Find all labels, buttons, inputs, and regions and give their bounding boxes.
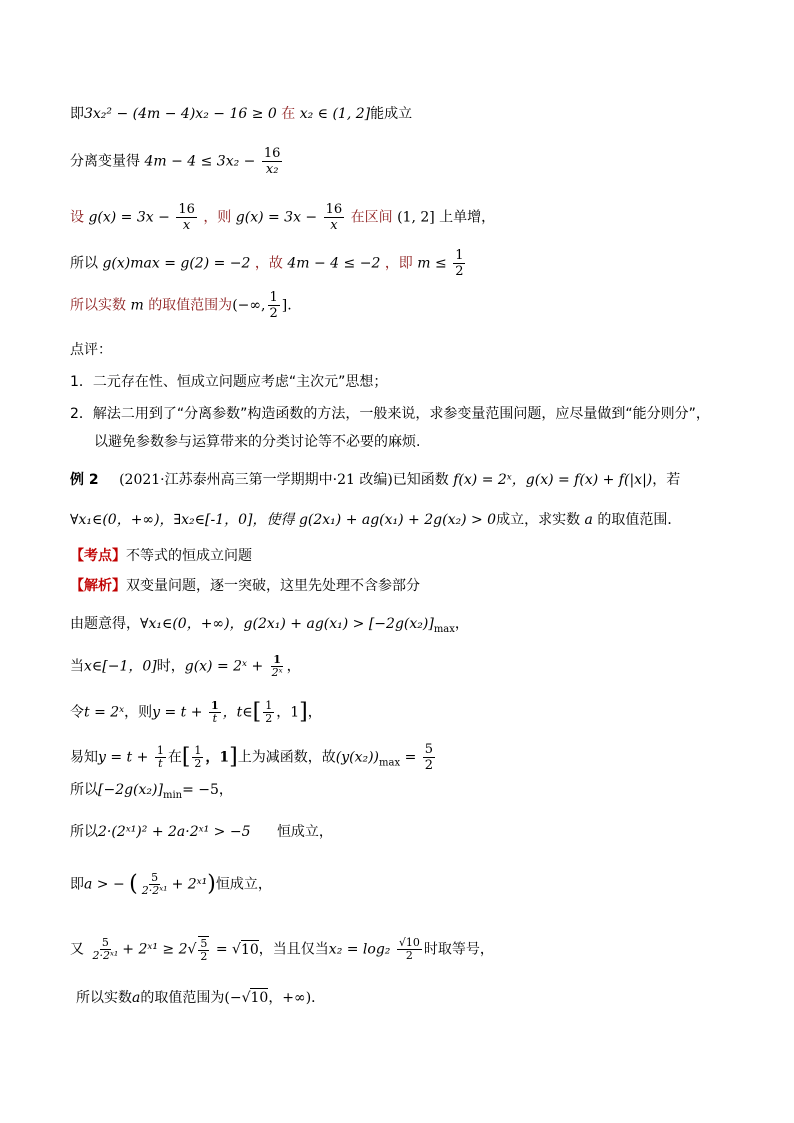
step-6 <box>70 822 333 842</box>
fraction <box>262 146 283 177</box>
radicand: 10 <box>250 990 269 1006</box>
fraction <box>192 745 203 770</box>
text: ， <box>286 658 301 675</box>
solution-line-5 <box>70 290 292 321</box>
text: 所以 <box>70 824 98 840</box>
numerator: 5 <box>200 937 208 950</box>
fraction <box>209 700 221 725</box>
denominator: x <box>182 218 191 233</box>
text: 在 <box>281 106 296 122</box>
solution-line-4 <box>70 248 467 279</box>
sqrt-sign: √ <box>232 941 241 958</box>
denominator: x <box>330 218 338 233</box>
text: 上为减函数，故 <box>237 749 336 766</box>
text: 的取值范围为 <box>148 297 233 314</box>
text: ，则 <box>124 704 153 721</box>
text: 恒成立， <box>215 876 272 893</box>
kaodian-tag: 【考点】 <box>70 548 126 564</box>
math: g(2x₁) + ag(x₁) + 2g(x₂) > 0 <box>298 512 497 528</box>
math: g(x) = 2ˣ + <box>184 658 264 675</box>
fraction <box>263 700 274 725</box>
math: (− <box>224 990 242 1006</box>
math: + 2ˣ¹ ≥ 2 <box>122 941 188 958</box>
text: (2021·江苏泰州高三第一学期期中·21 改编)已知函数 <box>119 472 449 488</box>
fraction <box>453 248 465 279</box>
text: 分离变量得 <box>70 153 140 170</box>
math: ，t∈ <box>222 704 253 721</box>
numerator: 1 <box>265 699 273 712</box>
numerator: 1 <box>156 744 164 757</box>
text: ，则 <box>203 209 232 226</box>
math: ]. <box>281 297 292 314</box>
radicand: 10 <box>240 941 259 958</box>
subscript: max <box>433 623 455 635</box>
example-2-line-1 <box>70 470 680 490</box>
fraction <box>198 936 209 963</box>
fraction <box>270 654 285 679</box>
denominator: 2ˣ <box>271 666 283 679</box>
denominator: x₂ <box>265 162 279 177</box>
math: ∀x₁∈(0，+∞)，g(2x₁) + ag(x₁) > [−2g(x₂)] <box>140 616 434 632</box>
denominator: 2 <box>200 950 208 963</box>
fraction <box>140 872 170 897</box>
math: 3x₂² − (4m − 4)x₂ − 16 ≥ 0 <box>84 106 277 122</box>
math: t = 2ˣ <box>84 704 125 721</box>
math: (1, 2] <box>397 209 435 226</box>
text: 当 <box>70 658 84 675</box>
text: 时， <box>156 658 185 675</box>
math: ∀x₁∈(0，+∞)，∃x₂∈[-1，0]，使得 <box>70 512 295 528</box>
math: ，1 <box>276 704 300 721</box>
solution-line-2 <box>70 146 284 177</box>
math: m ≤ <box>417 255 447 272</box>
denominator: 2 <box>405 949 413 962</box>
math: = <box>215 941 228 958</box>
math: 2·(2ˣ¹)² + 2a·2ˣ¹ > −5 <box>98 824 251 840</box>
math: x∈[−1，0] <box>84 658 157 675</box>
item-number: 1． <box>70 374 93 390</box>
math: x₂ ∈ (1, 2] <box>299 106 371 122</box>
numerator: 1 <box>194 744 202 757</box>
numerator: 16 <box>263 146 281 161</box>
kaodian-line <box>70 546 252 566</box>
denominator: 2 <box>269 306 278 321</box>
math: m <box>130 297 144 314</box>
text: = −5， <box>182 782 233 798</box>
numerator: 1 <box>273 653 281 666</box>
math: + 2ˣ¹ <box>171 876 208 893</box>
comment-title: 点评： <box>70 342 112 358</box>
math: x₂ = log₂ <box>328 941 391 958</box>
denominator: 2 <box>265 712 273 725</box>
numerator: 1 <box>210 699 219 712</box>
step-9 <box>76 988 325 1008</box>
fraction <box>324 202 345 233</box>
solution-line-1 <box>70 104 412 124</box>
fraction <box>176 202 197 233</box>
left-bracket: [ <box>181 744 191 770</box>
text: 上单增， <box>439 209 496 226</box>
math: ，g(x) = f(x) + f(|x|) <box>511 472 653 488</box>
fraction <box>268 290 280 321</box>
text: ，即 <box>384 255 413 272</box>
jiexi-line <box>70 576 420 596</box>
comment-item-2 <box>70 404 710 424</box>
subscript: max <box>379 757 401 769</box>
item-text: 二元存在性、恒成立问题应考虑“主次元”思想； <box>92 374 388 390</box>
math: 4m − 4 ≤ 3x₂ − <box>144 153 256 170</box>
step-7 <box>70 872 272 897</box>
text: ，当且仅当 <box>258 941 329 958</box>
numerator: 5 <box>101 936 109 949</box>
numerator: √10 <box>398 936 420 949</box>
text: 的取值范围为 <box>140 990 225 1006</box>
math: a <box>584 512 593 528</box>
step-4 <box>70 742 437 773</box>
math: f(x) = 2ˣ <box>453 472 512 488</box>
text: 易知 <box>70 749 98 766</box>
text: 即 <box>70 106 84 122</box>
numerator: 1 <box>455 248 464 263</box>
denominator: 2·2ˣ¹ <box>92 949 119 962</box>
text: 设 <box>70 209 84 226</box>
math: y = t + <box>98 749 149 766</box>
text: 成立，求实数 <box>496 512 581 528</box>
subscript: min <box>162 789 183 801</box>
numerator: 5 <box>151 871 159 884</box>
text: ， <box>454 616 469 632</box>
text: 在 <box>167 749 182 766</box>
numerator: 5 <box>424 742 434 757</box>
math: (y(x₂)) <box>335 749 380 766</box>
text: ，若 <box>652 472 681 488</box>
math: g(x) = 3x − <box>88 209 170 226</box>
text: 即 <box>70 876 84 893</box>
text: 能成立 <box>370 106 413 122</box>
math: g(x) = 3x − <box>235 209 318 226</box>
solution-line-3 <box>70 202 495 233</box>
denominator: 2 <box>455 264 464 279</box>
text: ，故 <box>254 255 283 272</box>
text: 令 <box>70 704 84 721</box>
item-number: 2． <box>70 406 93 422</box>
denominator: 2 <box>424 758 434 773</box>
right-bracket: ] <box>299 699 308 725</box>
text: 所以 <box>70 782 98 798</box>
left-bracket: [ <box>252 699 262 725</box>
right-paren: ) <box>207 871 216 897</box>
item-text: 解法二用到了“分离参数”构造函数的方法，一般来说，求参变量范围问题，应尽量做到“能分则分”， <box>92 406 710 422</box>
fraction <box>397 937 422 962</box>
text: 在区间 <box>350 209 393 226</box>
left-paren: ( <box>129 871 138 897</box>
right-bracket: ] <box>229 744 238 770</box>
denominator: t <box>212 712 217 725</box>
step-3 <box>70 700 322 725</box>
denominator: t <box>158 757 163 770</box>
fraction <box>155 745 166 770</box>
text: 时取等号， <box>423 941 494 958</box>
text: 由题意得， <box>70 616 140 632</box>
text: 所以实数 <box>76 990 132 1006</box>
math: a <box>132 990 141 1006</box>
math: (−∞, <box>232 297 266 314</box>
example-2-line-2 <box>70 510 681 530</box>
text: 所以 <box>70 255 98 272</box>
text: 双变量问题，逐一突破，这里先处理不含参部分 <box>126 578 420 594</box>
fraction <box>90 937 120 962</box>
math: [−2g(x₂)] <box>98 782 163 798</box>
math: ，1 <box>205 749 230 766</box>
text: 的取值范围． <box>597 512 682 528</box>
text: 不等式的恒成立问题 <box>126 548 252 564</box>
denominator: 2 <box>194 757 202 770</box>
sqrt-sign: √ <box>241 990 251 1006</box>
step-8 <box>70 936 494 963</box>
sqrt-sign: √ <box>187 941 197 958</box>
denominator: 2·2ˣ¹ <box>141 884 168 897</box>
text: 所以实数 <box>70 297 126 314</box>
math: 4m − 4 ≤ −2 <box>287 255 381 272</box>
jiexi-tag: 【解析】 <box>70 578 126 594</box>
math: g(x)max = g(2) = −2 <box>102 255 251 272</box>
step-2 <box>70 654 301 679</box>
comment-item-2-cont: 以避免参数参与运算带来的分类讨论等不必要的麻烦. <box>94 434 421 450</box>
math: ，+∞)． <box>268 990 326 1006</box>
math: = <box>404 749 417 766</box>
numerator: 1 <box>269 290 278 305</box>
example-label: 例 2 <box>70 472 99 488</box>
step-5 <box>70 780 233 806</box>
numerator: 16 <box>325 202 343 217</box>
step-1 <box>70 614 469 640</box>
fraction <box>423 742 435 773</box>
math: y = t + <box>152 704 203 721</box>
text: ， <box>307 704 322 721</box>
math: a > − <box>84 876 125 893</box>
text: 又 <box>70 941 84 958</box>
numerator: 16 <box>178 202 195 217</box>
comment-item-1 <box>70 372 387 392</box>
text: 恒成立， <box>276 824 333 840</box>
